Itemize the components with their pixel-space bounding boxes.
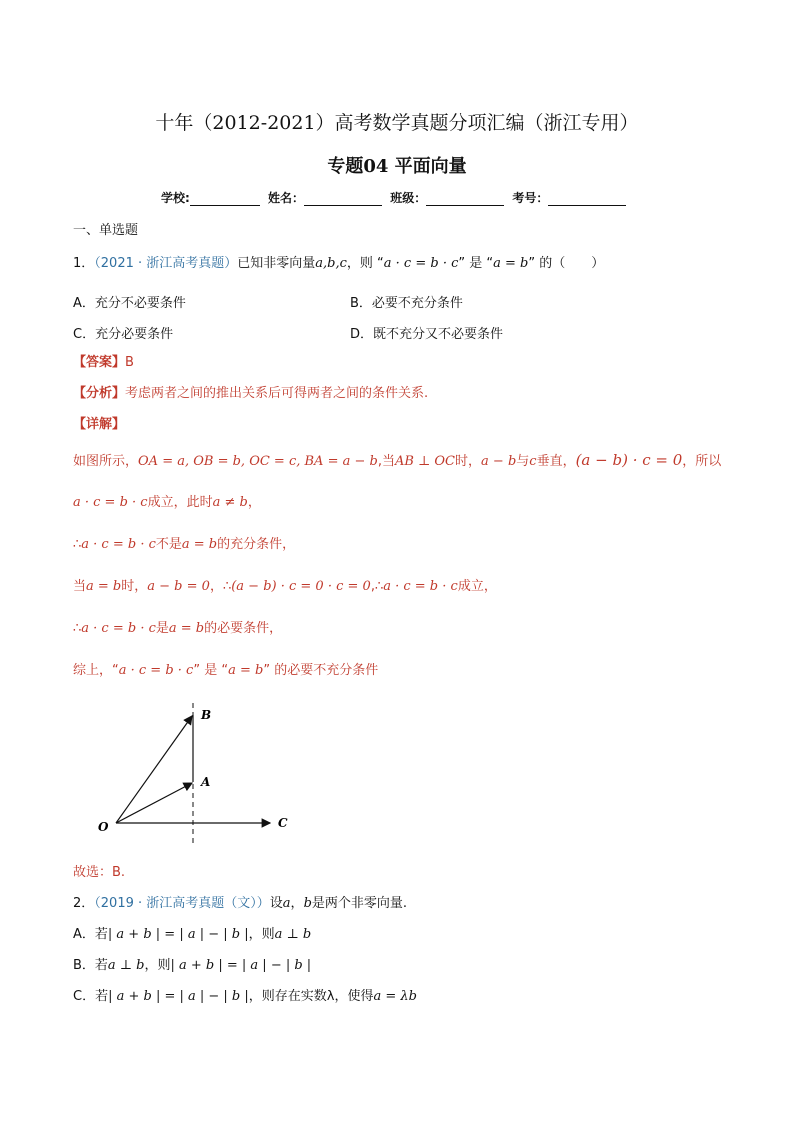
class-blank[interactable] [426, 192, 504, 206]
name-label: 姓名： [268, 191, 305, 205]
text: ，则存在实数λ，使得 [248, 989, 374, 1004]
text: 成立，此时 [147, 495, 213, 510]
formula: a · c = b · c [118, 663, 194, 678]
text: 设 [269, 896, 283, 911]
detail-line-4 [73, 578, 497, 596]
detail-tag-text: 【详解】 [73, 417, 126, 432]
analysis-tag: 【分析】 [73, 386, 126, 401]
answer-line [73, 354, 134, 372]
text: 时， [455, 454, 482, 469]
option-b[interactable]: B．必要不充分条件 [350, 296, 463, 311]
text: ” 的必要不充分条件 [263, 663, 379, 678]
text: ,∴ [370, 579, 384, 594]
text: 的充分条件， [217, 537, 296, 552]
class-label: 班级： [390, 191, 427, 205]
q2-option-a[interactable] [73, 926, 311, 944]
condition-formula: a · c = b · c [383, 256, 459, 271]
label-b: B [201, 708, 212, 722]
text: 垂直， [536, 454, 576, 469]
formula: | a + b | = | a | − | b | [108, 989, 249, 1004]
answer-tag: 【答案】 [73, 355, 126, 370]
text: ，则 [144, 958, 171, 973]
text: ， [290, 896, 304, 911]
formula: a = λb [373, 989, 417, 1004]
stem-text: ，则 “ [346, 256, 384, 271]
formula: | a + b | = | a | − | b | [107, 927, 249, 942]
option-d[interactable]: D．既不充分又不必要条件 [350, 327, 504, 342]
formula: OA = a, OB = b, OC = c, BA = a − b [138, 454, 378, 469]
formula: a ⊥ b [107, 958, 145, 973]
text: 综上，“ [73, 663, 119, 678]
text: ∴ [73, 537, 82, 552]
formula: (a − b) · c = 0 · c = 0 [231, 579, 371, 594]
option-a[interactable]: A．充分不必要条件 [73, 296, 186, 311]
question-number: 1． [73, 256, 95, 271]
formula: (a − b) · c = 0 [575, 451, 683, 469]
detail-line-6 [73, 662, 378, 680]
text: B．若 [73, 958, 108, 973]
stem-text: ” 的（ ） [528, 256, 605, 271]
text: 如图所示， [73, 454, 139, 469]
topic-title: 专题04 平面向量 [327, 156, 467, 177]
label-c: C [278, 816, 288, 830]
vector-oa [116, 783, 192, 823]
detail-line-3 [73, 536, 295, 554]
detail-line-5 [73, 620, 282, 638]
student-info-line [161, 189, 630, 206]
text: ” 是 “ [193, 663, 229, 678]
formula: a = b [181, 537, 218, 552]
text: 时， [121, 579, 148, 594]
text: ， [247, 495, 261, 510]
detail-tag [73, 416, 125, 434]
q2-option-b[interactable] [73, 957, 311, 975]
q2-option-c[interactable] [73, 988, 417, 1006]
school-blank[interactable] [190, 192, 260, 206]
text: ，则 [248, 927, 275, 942]
label-a: A [201, 775, 211, 789]
question-2-stem [73, 895, 407, 913]
school-label: 学校: [161, 191, 190, 205]
vector-list: a,b,c [315, 256, 347, 271]
question-1-stem [73, 255, 604, 273]
formula: a [282, 896, 291, 911]
formula: b [303, 896, 312, 911]
formula: a · c = b · c [73, 495, 148, 510]
formula: AB ⊥ OC [394, 454, 456, 469]
formula: a = b [228, 663, 264, 678]
text: 与 [516, 454, 530, 469]
stem-text: ” 是 “ [458, 256, 494, 271]
answer-value: B [125, 355, 134, 370]
formula: a − b = 0 [147, 579, 210, 594]
question-source: （2021 · 浙江高考真题） [94, 256, 238, 271]
detail-line-1 [73, 451, 721, 471]
text: 不是 [155, 537, 182, 552]
formula: a · c = b · c [81, 537, 156, 552]
formula: a − b [481, 454, 517, 469]
choose-line: 故选：B. [73, 865, 126, 880]
analysis-line [73, 385, 428, 403]
label-o: O [98, 820, 109, 834]
exam-number-blank[interactable] [548, 192, 626, 206]
formula: a = b [86, 579, 122, 594]
condition-formula: a = b [493, 256, 529, 271]
formula: a · c = b · c [81, 621, 156, 636]
formula: c [529, 454, 537, 469]
section-heading: 一、单选题 [73, 223, 139, 238]
vector-ob [116, 716, 192, 823]
text: ，所以 [682, 454, 722, 469]
exam-number-label: 考号： [512, 191, 549, 205]
name-blank[interactable] [304, 192, 382, 206]
formula: a = b [168, 621, 205, 636]
vector-figure [90, 700, 310, 850]
formula: a · c = b · c [383, 579, 458, 594]
text: 是两个非零向量. [311, 896, 408, 911]
text: A．若 [73, 927, 108, 942]
detail-line-2 [73, 494, 261, 512]
text: ，∴ [209, 579, 232, 594]
stem-text: 已知非零向量 [237, 256, 316, 271]
analysis-text: 考虑两者之间的推出关系后可得两者之间的条件关系. [125, 386, 429, 401]
question-source: （2019 · 浙江高考真题（文）） [94, 896, 270, 911]
option-c[interactable]: C．充分必要条件 [73, 327, 174, 342]
formula: a ≠ b [212, 495, 248, 510]
page-title: 十年（2012-2021）高考数学真题分项汇编（浙江专用） [155, 112, 639, 134]
text: 当 [73, 579, 87, 594]
question-number: 2． [73, 896, 95, 911]
text: ∴ [73, 621, 82, 636]
formula: a ⊥ b [274, 927, 312, 942]
formula: | a + b | = | a | − | b | [170, 958, 312, 973]
text: 成立， [457, 579, 497, 594]
text: ,当 [377, 454, 395, 469]
text: 的必要条件， [204, 621, 283, 636]
text: 是 [155, 621, 169, 636]
text: C．若 [73, 989, 109, 1004]
